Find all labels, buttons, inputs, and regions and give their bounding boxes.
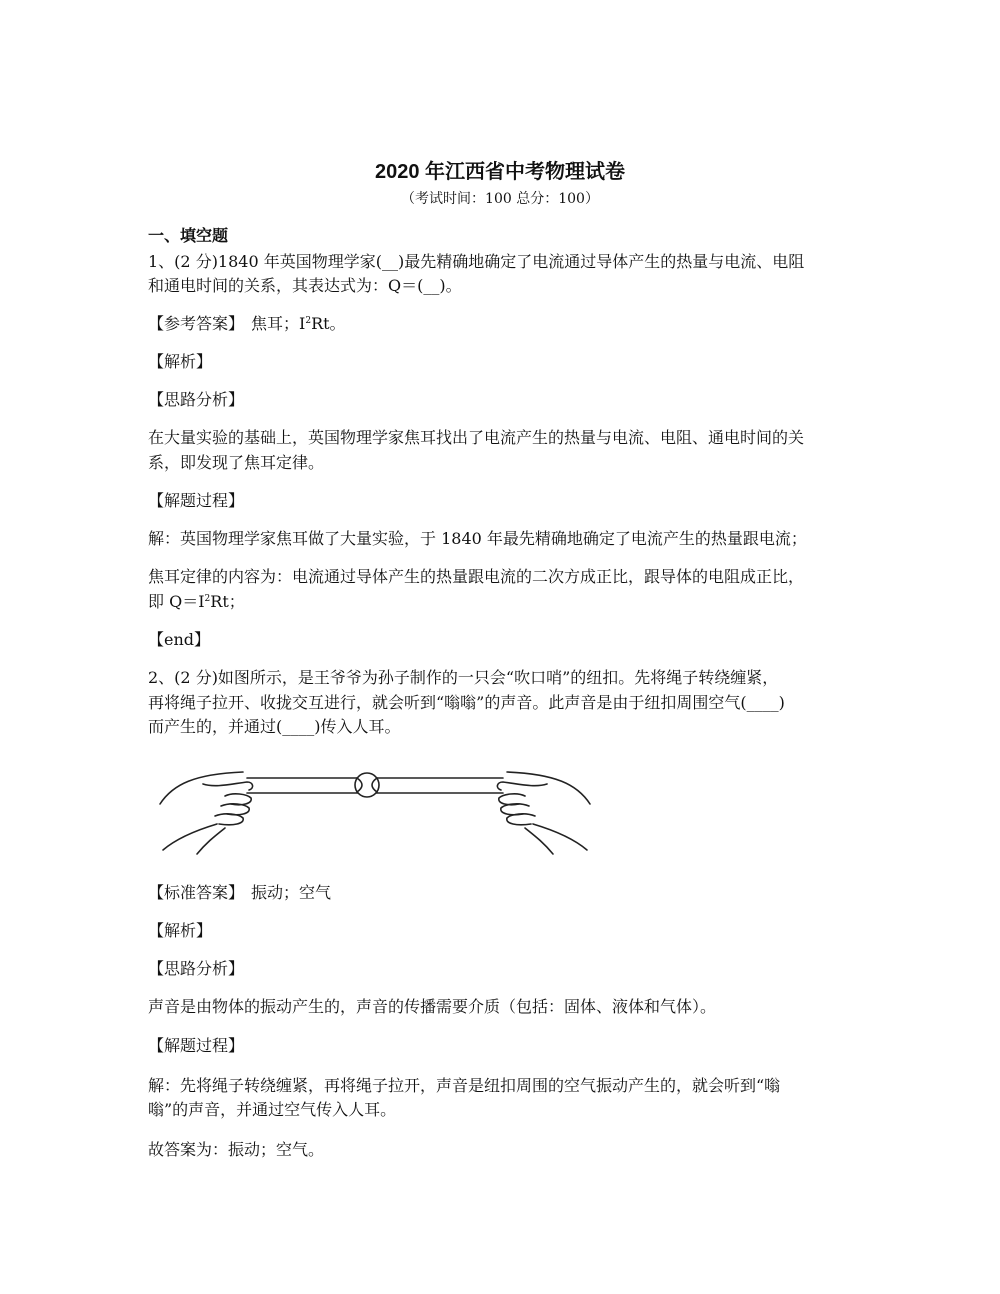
q1-process-line: 解：英国物理学家焦耳做了大量实验，于 1840 年最先精确地确定了电流产生的热量跟电流； (148, 529, 807, 548)
q1-answer-exponent: 2 (305, 316, 312, 326)
q1-process-line: 焦耳定律的内容为：电流通过导体产生的热量跟电流的二次方成正比，跟导体的电阻成正比， (148, 567, 805, 586)
q1-end-marker: 【end】 (148, 630, 211, 649)
right-arm-upper (507, 772, 590, 804)
q1-formula-text-end: Rt； (210, 592, 245, 611)
q2-stem-line: 再将绳子拉开、收拢交互进行，就会听到“嗡嗡”的声音。此声音是由于纽扣周围空气(____) (148, 693, 785, 712)
q2-answer-text: 振动；空气 (251, 883, 332, 902)
right-finger (499, 794, 525, 805)
left-thumb (203, 782, 253, 790)
left-arm-lower (163, 824, 217, 850)
q2-process-line: 嗡”的声音，并通过空气传入人耳。 (148, 1100, 397, 1119)
q1-answer-text-end: Rt。 (311, 314, 346, 333)
q1-process-label: 【解题过程】 (148, 491, 245, 510)
button-disc (355, 773, 379, 797)
q2-stem-line: 2、(2 分)如图所示，是王爷爷为孙子制作的一只会“吹口哨”的纽扣。先将绳子转绕缠紧， (148, 668, 779, 687)
right-wrist (525, 828, 553, 854)
q2-conclusion: 故答案为：振动；空气。 (148, 1140, 325, 1159)
right-finger (507, 814, 535, 825)
button-whistle-illustration (155, 762, 605, 857)
q2-thinking-label: 【思路分析】 (148, 959, 245, 978)
q1-thinking-line: 在大量实验的基础上，英国物理学家焦耳找出了电流产生的热量与电流、电阻、通电时间的关 (148, 428, 805, 447)
q1-stem-line: 1、(2 分)1840 年英国物理学家(__)最先精确地确定了电流通过导体产生的热量与电流、电阻 (148, 252, 805, 271)
q1-formula-text: 即 Q＝I (148, 592, 205, 611)
q1-stem-line: 和通电时间的关系，其表达式为：Q＝(__)。 (148, 276, 462, 295)
q1-formula (148, 592, 245, 612)
q2-answer-label: 【标准答案】 (148, 883, 245, 902)
left-wrist (197, 828, 225, 854)
q1-answer-text: 焦耳；I (251, 314, 306, 333)
section-heading: 一、填空题 (148, 228, 229, 245)
page-title: 2020 年江西省中考物理试卷 (374, 161, 626, 183)
q2-stem-line: 而产生的，并通过(____)传入人耳。 (148, 717, 401, 736)
q2-thinking-line: 声音是由物体的振动产生的，声音的传播需要介质（包括：固体、液体和气体）。 (148, 997, 717, 1016)
q1-formula-exponent: 2 (204, 594, 211, 604)
q1-answer-label: 【参考答案】 (148, 314, 245, 333)
q2-process-label: 【解题过程】 (148, 1036, 245, 1055)
left-hand (160, 772, 253, 854)
q1-answer (148, 314, 346, 334)
q2-answer (148, 883, 331, 903)
q2-analysis-label: 【解析】 (148, 921, 213, 940)
exam-info: （考试时间：100 总分：100） (401, 191, 599, 207)
left-finger (215, 814, 243, 825)
left-arm-upper (160, 772, 243, 804)
q1-analysis-label: 【解析】 (148, 352, 213, 371)
right-thumb (497, 782, 547, 790)
left-finger (225, 794, 251, 805)
q1-thinking-label: 【思路分析】 (148, 390, 245, 409)
q1-thinking-line: 系，即发现了焦耳定律。 (148, 453, 325, 472)
q2-process-line: 解：先将绳子转绕缠紧，再将绳子拉开，声音是纽扣周围的空气振动产生的，就会听到“嗡 (148, 1076, 781, 1095)
right-hand (497, 772, 590, 854)
right-arm-lower (533, 824, 587, 850)
